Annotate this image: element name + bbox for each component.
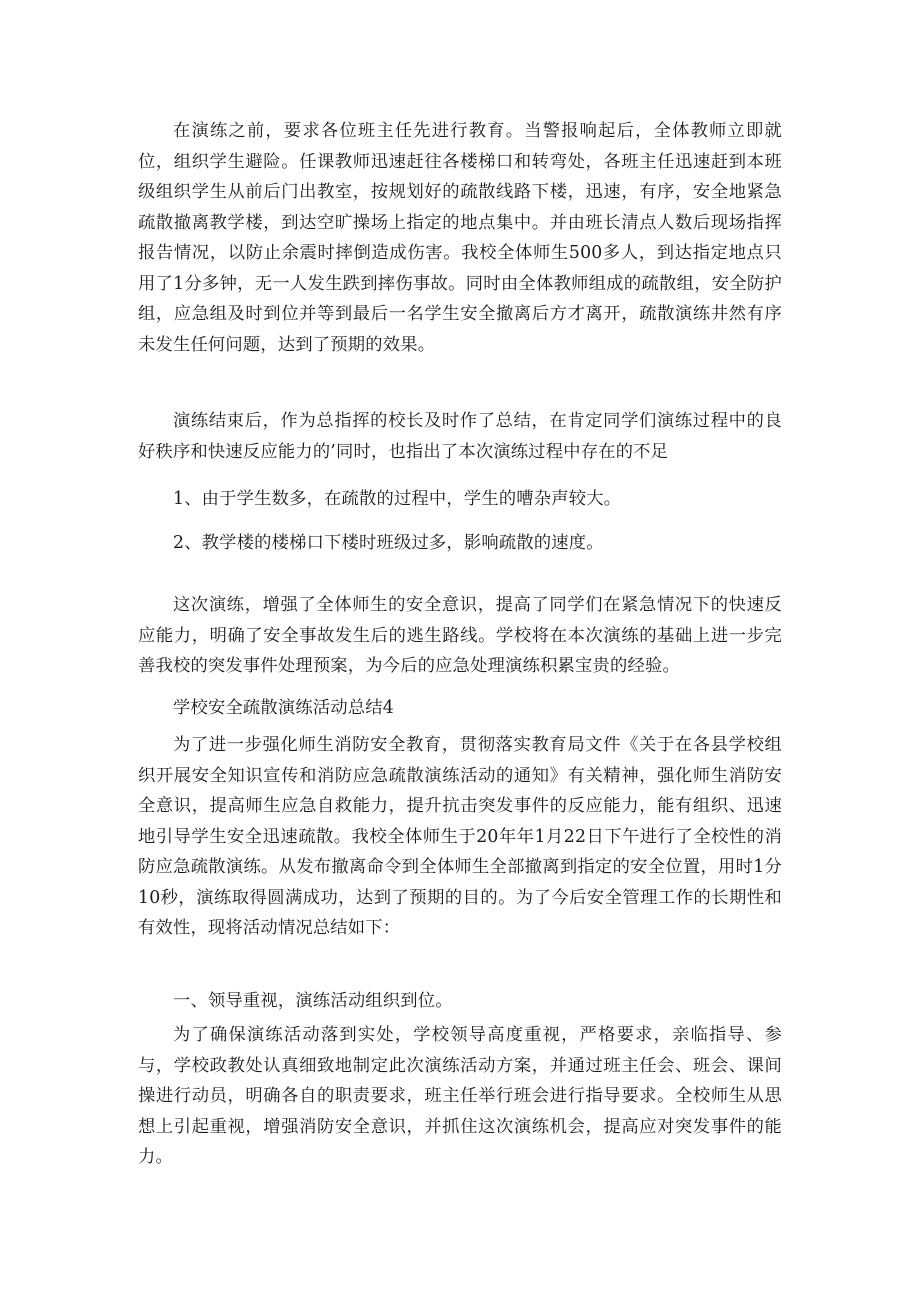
subheading-leadership: 一、领导重视，演练活动组织到位。 [173,991,453,1011]
paragraph-drill-summary: 演练结束后，作为总指挥的校长及时作了总结，在肯定同学们演练过程中的良好秩序和快速反应能力的’同时，也指出了本次演练过程中存在的不足 [138,411,782,462]
section-heading: 学校安全疏散演练活动总结4 [173,698,394,718]
paragraph-leadership: 为了确保演练活动落到实处，学校领导高度重视，严格要求，亲临指导、参与，学校政教处认真细致地制定此次演练活动方案，并通过班主任会、班会、课间操进行动员，明确各自的职责要求，班主任举行班会进行指导要求。全校师生从思想上引起重视，增强消防安全意识，并抓住这次演练机会，提高应对突发事件的能力。 [138,1025,782,1167]
list-item-shortcoming-1: 1、由于学生数多，在疏散的过程中，学生的嘈杂声较大。 [173,489,622,509]
paragraph-drill-outcome: 这次演练，增强了全体师生的安全意识，提高了同学们在紧急情况下的快速反应能力，明确了安全事故发生后的逃生路线。学校将在本次演练的基础上进一步完善我校的突发事件处理预案，为今后的应急处理演练积累宝贵的经验。 [138,595,782,676]
list-item-shortcoming-2: 2、教学楼的楼梯口下楼时班级过多，影响疏散的速度。 [173,533,604,553]
paragraph-section-intro: 为了进一步强化师生消防安全教育，贯彻落实教育局文件《关于在各县学校组织开展安全知识宣传和消防应急疏散演练活动的通知》有关精神，强化师生消防安全意识，提高师生应急自救能力，提升抗击突发事件的反应能力，能有组织、迅速地引导学生安全迅速疏散。我校全体师生于20年年1月22日下午进行了全校性的消防应急疏散演练。从发布撤离命令到全体师生全部撤离到指定的安全位置，用时1分10秒，演练取得圆满成功，达到了预期的目的。为了今后安全管理工作的长期性和有效性，现将活动情况总结如下： [138,735,782,938]
paragraph-drill-procedure: 在演练之前，要求各位班主任先进行教育。当警报响起后，全体教师立即就位，组织学生避险。任课教师迅速赶往各楼梯口和转弯处，各班主任迅速赶到本班级组织学生从前后门出教室，按规划好的疏散线路下楼，迅速，有序，安全地紧急疏散撤离教学楼，到达空旷操场上指定的地点集中。并由班长清点人数后现场指挥报告情况，以防止余震时摔倒造成伤害。我校全体师生500多人，到达指定地点只用了1分多钟，无一人发生跌到摔伤事故。同时由全体教师组成的疏散组，安全防护组，应急组及时到位并等到最后一名学生安全撤离后方才离开，疏散演练井然有序未发生任何问题，达到了预期的效果。 [138,121,782,355]
